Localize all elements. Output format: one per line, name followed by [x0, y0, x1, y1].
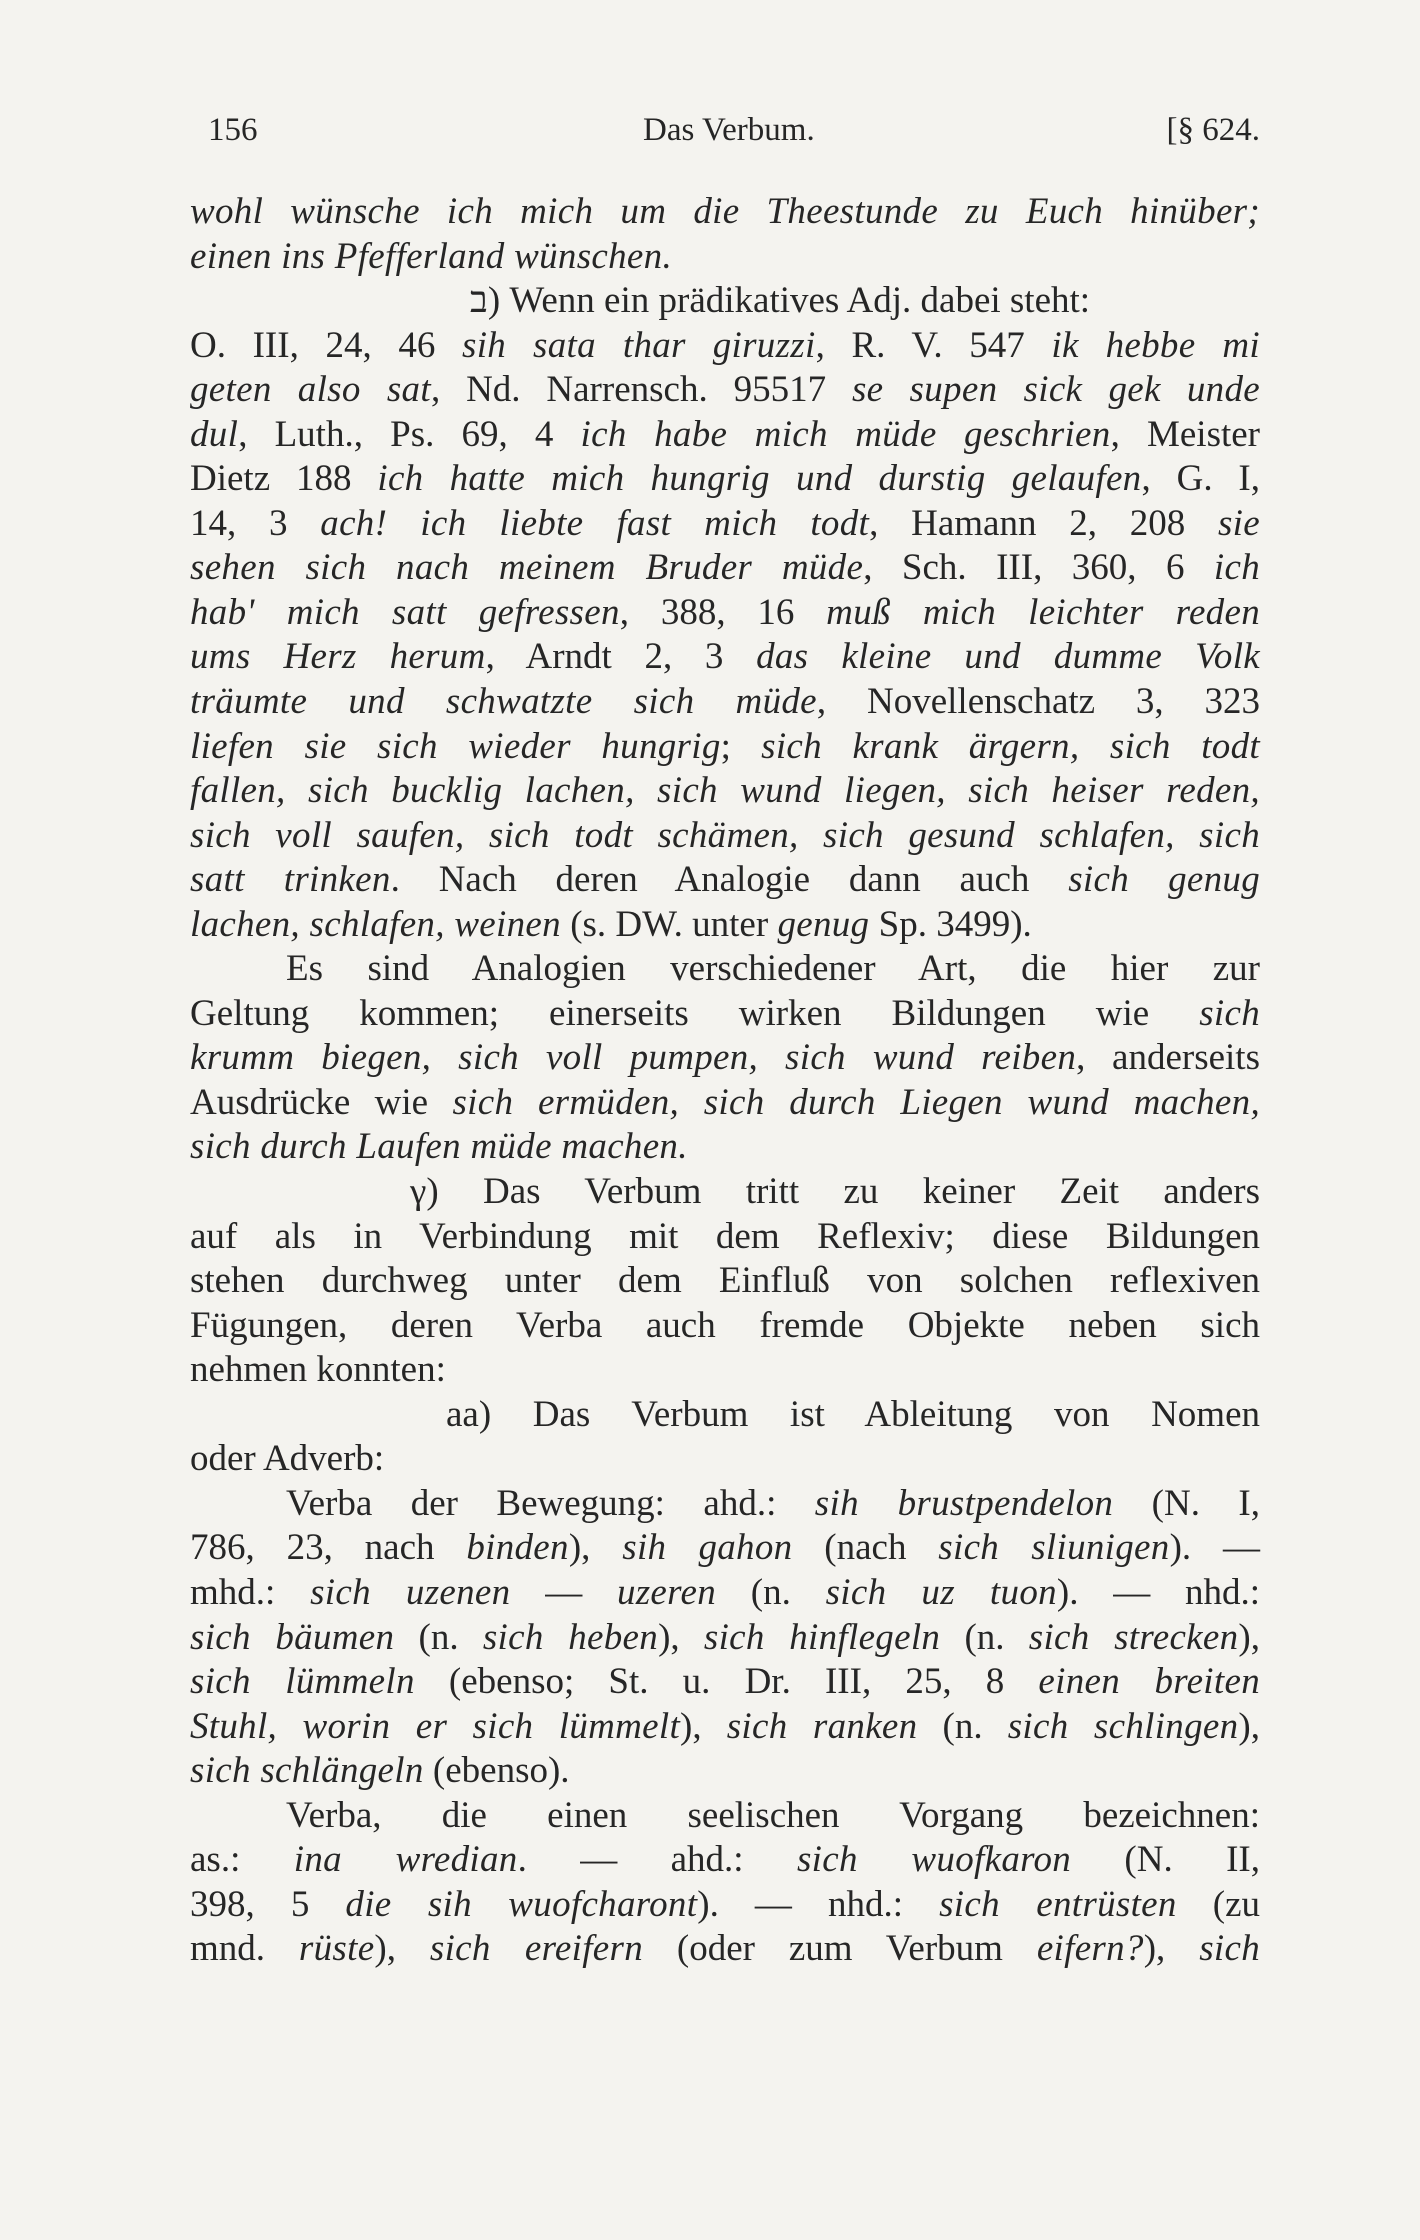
text-line: dul, Luth., Ps. 69, 4 ich habe mich müde geschrien, Meister	[190, 413, 1260, 455]
text-line: träumte und schwatzte sich müde, Novellenschatz 3, 323	[190, 681, 1261, 723]
text-line: Dietz 188 ich hatte mich hungrig und durstig gelaufen, G. I,	[190, 458, 1261, 500]
text-line: sich bäumen (n. sich heben), sich hinflegeln (n. sich strecken),	[190, 1616, 1260, 1658]
text-line: Geltung kommen; einerseits wirken Bildungen wie sich	[190, 992, 1260, 1034]
text-line: mnd. rüste), sich ereifern (oder zum Verbum eifern?), sich	[190, 1928, 1260, 1970]
text-line: Stuhl, worin er sich lümmelt), sich ranken (n. sich schlingen),	[190, 1705, 1260, 1747]
text-line: as.: ina wredian. — ahd.: sich wuofkaron (N. II,	[190, 1839, 1260, 1881]
text-line: lachen, schlafen, weinen (s. DW. unter genug Sp. 3499).	[190, 903, 1032, 945]
page-header	[208, 112, 1260, 162]
text-line: O. III, 24, 46 sih sata thar giruzzi, R. V. 547 ik hebbe mi	[190, 324, 1260, 366]
text-line: aa) Das Verbum ist Ableitung von Nomen	[446, 1393, 1260, 1435]
text-line: einen ins Pfefferland wünschen.	[190, 235, 672, 277]
text-line: 398, 5 die sih wuofcharont). — nhd.: sich entrüsten (zu	[190, 1883, 1260, 1925]
text-line: Verba, die einen seelischen Vorgang bezeichnen:	[286, 1794, 1260, 1836]
text-line: sich schlängeln (ebenso).	[190, 1750, 570, 1792]
text-line: 786, 23, nach binden), sih gahon (nach sich sliunigen). —	[190, 1527, 1260, 1569]
body-text	[190, 190, 1260, 1972]
text-line: ב) Wenn ein prädikatives Adj. dabei steht:	[470, 280, 1091, 322]
text-line: sich voll saufen, sich todt schämen, sich gesund schlafen, sich	[190, 814, 1260, 856]
text-line: Verba der Bewegung: ahd.: sih brustpendelon (N. I,	[286, 1482, 1260, 1524]
text-line: Fügungen, deren Verba auch fremde Objekte neben sich	[190, 1304, 1260, 1346]
running-title: Das Verbum.	[643, 112, 815, 148]
text-line: sich durch Laufen müde machen.	[190, 1126, 688, 1168]
text-line: Ausdrücke wie sich ermüden, sich durch Liegen wund machen,	[190, 1081, 1260, 1123]
text-line: sehen sich nach meinem Bruder müde, Sch. III, 360, 6 ich	[190, 547, 1261, 589]
text-line: satt trinken. Nach deren Analogie dann auch sich genug	[190, 859, 1260, 901]
text-line: Es sind Analogien verschiedener Art, die hier zur	[286, 948, 1260, 990]
text-line: sich lümmeln (ebenso; St. u. Dr. III, 25, 8 einen breiten	[190, 1661, 1260, 1703]
text-line: γ) Das Verbum tritt zu keiner Zeit anders	[410, 1171, 1260, 1213]
text-line: stehen durchweg unter dem Einfluß von solchen reflexiven	[190, 1260, 1260, 1302]
text-line: auf als in Verbindung mit dem Reflexiv; diese Bildungen	[190, 1215, 1260, 1257]
text-line: krumm biegen, sich voll pumpen, sich wund reiben, anderseits	[190, 1037, 1260, 1079]
text-line: wohl wünsche ich mich um die Theestunde zu Euch hinüber;	[190, 191, 1260, 232]
text-line: nehmen konnten:	[190, 1349, 446, 1391]
section-marker: [§ 624.	[1166, 112, 1260, 148]
text-line: fallen, sich bucklig lachen, sich wund liegen, sich heiser reden,	[190, 770, 1260, 812]
text-line: 14, 3 ach! ich liebte fast mich todt, Hamann 2, 208 sie	[190, 502, 1260, 544]
text-line: mhd.: sich uzenen — uzeren (n. sich uz tuon). — nhd.:	[190, 1571, 1260, 1613]
page-number: 156	[208, 112, 258, 148]
text-line: geten also sat, Nd. Narrensch. 95517 se supen sick gek unde	[190, 369, 1260, 411]
text-line: oder Adverb:	[190, 1438, 385, 1480]
text-line: ums Herz herum, Arndt 2, 3 das kleine und dumme Volk	[190, 636, 1260, 678]
text-line: hab' mich satt gefressen, 388, 16 muß mich leichter reden	[190, 591, 1260, 633]
text-line: liefen sie sich wieder hungrig; sich krank ärgern, sich todt	[190, 725, 1260, 767]
